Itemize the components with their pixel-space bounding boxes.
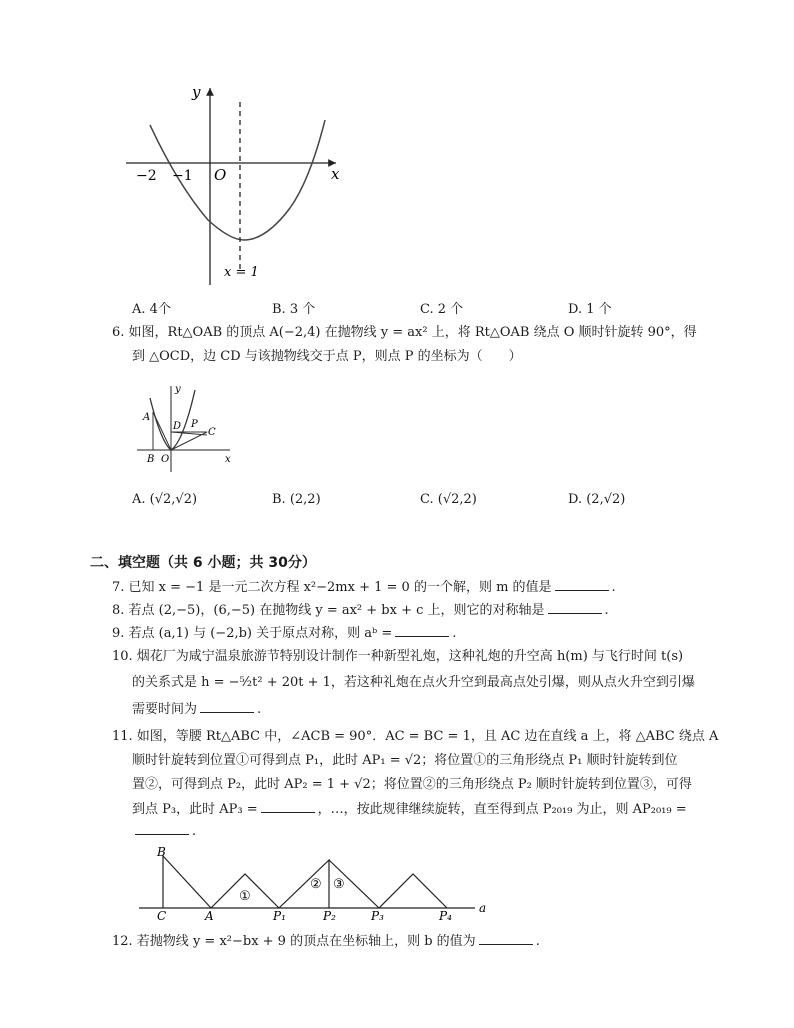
q11-label-p4: P₄	[439, 909, 452, 922]
q11-ap2019-blank[interactable]	[135, 822, 189, 835]
q11-label-p1: P₁	[273, 909, 286, 922]
q6-line2: 到 △OCD，边 CD 与该抛物线交于点 P，则点 P 的坐标为（ ）	[132, 349, 522, 364]
q6-triangle-oab	[153, 412, 171, 450]
q7-answer-blank[interactable]	[555, 578, 609, 591]
q11-triangle-abc	[163, 856, 211, 908]
q6-label-d: D	[173, 421, 182, 432]
q5-option-d[interactable]: D. 1 个	[568, 302, 612, 317]
q11-ap3-blank[interactable]	[261, 800, 315, 813]
q6-line1: 6. 如图，Rt△OAB 的顶点 A(−2,4) 在抛物线 y = ax² 上，将 Rt△OAB 绕点 O 顺时针旋转 90°，得	[112, 325, 697, 340]
q5-x-label: x	[331, 165, 340, 183]
q11-label-a: A	[205, 909, 214, 922]
q10-line1: 10. 烟花厂为咸宁温泉旅游节特别设计制作一种新型礼炮，这种礼炮的升空高 h(m) 与飞行时间 t(s)	[112, 649, 684, 664]
q7: 7. 已知 x = −1 是一元二次方程 x²−2mx + 1 = 0 的一个解，则 m 的值是 .	[112, 580, 616, 595]
q6-option-a[interactable]: A. (√2,√2)	[132, 492, 198, 507]
q11-line2: 顺时针旋转到位置①可得到点 P₁，此时 AP₁ = √2；将位置①的三角形绕点 P₁ 顺时针旋转到位	[132, 753, 678, 768]
q9-answer-blank[interactable]	[395, 624, 449, 637]
q11-label-c: C	[157, 909, 167, 922]
q10-line2: 的关系式是 h = −⁵⁄₂t² + 20t + 1，若这种礼炮在点火升空到最高点处引爆，则从点火升空到引爆	[132, 675, 695, 690]
q11-line1: 11. 如图，等腰 Rt△ABC 中，∠ACB = 90°．AC = BC = 1，且 AC 边在直线 a 上，将 △ABC 绕点 A	[112, 729, 719, 744]
q5-y-label: y	[192, 83, 201, 101]
q10-line3: 需要时间为 .	[132, 702, 262, 717]
q6-label-y: y	[175, 384, 181, 395]
q11-rotation-figure	[135, 842, 495, 922]
q6-figure	[135, 380, 240, 475]
q6-label-b: B	[147, 454, 155, 465]
q9: 9. 若点 (a,1) 与 (−2,b) 关于原点对称，则 aᵇ = .	[112, 626, 457, 641]
q11-label-p3: P₃	[371, 909, 384, 922]
q5-tick-neg1: −1	[172, 168, 193, 184]
q5-option-b[interactable]: B. 3 个	[272, 302, 316, 317]
q5-tick-neg2: −2	[136, 168, 157, 184]
q8: 8. 若点 (2,−5)，(6,−5) 在抛物线 y = ax² + bx + c 上，则它的对称轴是 .	[112, 603, 609, 618]
q12: 12. 若抛物线 y = x²−bx + 9 的顶点在坐标轴上，则 b 的值为 .	[112, 934, 540, 949]
q11-label-b: B	[157, 845, 166, 859]
q6-label-a: A	[143, 412, 151, 423]
q6-label-c: C	[208, 427, 216, 438]
q6-option-d[interactable]: D. (2,√2)	[568, 492, 626, 507]
q5-option-c[interactable]: C. 2 个	[420, 302, 464, 317]
q11-label-pos2: ②	[310, 877, 322, 892]
q6-label-x: x	[225, 454, 231, 465]
q11-line5: .	[132, 822, 196, 841]
q5-option-a[interactable]: A. 4个	[132, 302, 171, 317]
q11-label-p2: P₂	[323, 909, 336, 922]
q11-label-line-a: a	[479, 901, 487, 915]
q11-line3: 置②，可得到点 P₂，此时 AP₂ = 1 + √2；将位置②的三角形绕点 P₂ 顺时针旋转到位置③，可得	[132, 777, 692, 792]
q8-answer-blank[interactable]	[548, 601, 602, 614]
section-title: 二、填空题（共 6 小题；共 30分）	[90, 555, 316, 571]
q6-label-o: O	[161, 454, 170, 465]
q6-option-c[interactable]: C. (√2,2)	[420, 492, 477, 507]
q5-parabola-graph	[120, 80, 360, 290]
q11-label-pos3: ③	[333, 877, 345, 892]
q10-answer-blank[interactable]	[200, 700, 254, 713]
q11-label-pos1: ①	[239, 889, 251, 904]
q11-position-4	[379, 874, 447, 908]
q12-answer-blank[interactable]	[479, 932, 533, 945]
q6-option-b[interactable]: B. (2,2)	[272, 492, 321, 507]
q5-symmetry-label: x = 1	[224, 265, 259, 280]
q6-label-p: P	[191, 419, 198, 430]
q11-line4: 到点 P₃，此时 AP₃ = ，…，按此规律继续旋转，直至得到点 P₂₀₁₉ 为止，则 AP₂₀₁₉ =	[132, 802, 687, 817]
q5-origin-label: O	[214, 166, 227, 184]
